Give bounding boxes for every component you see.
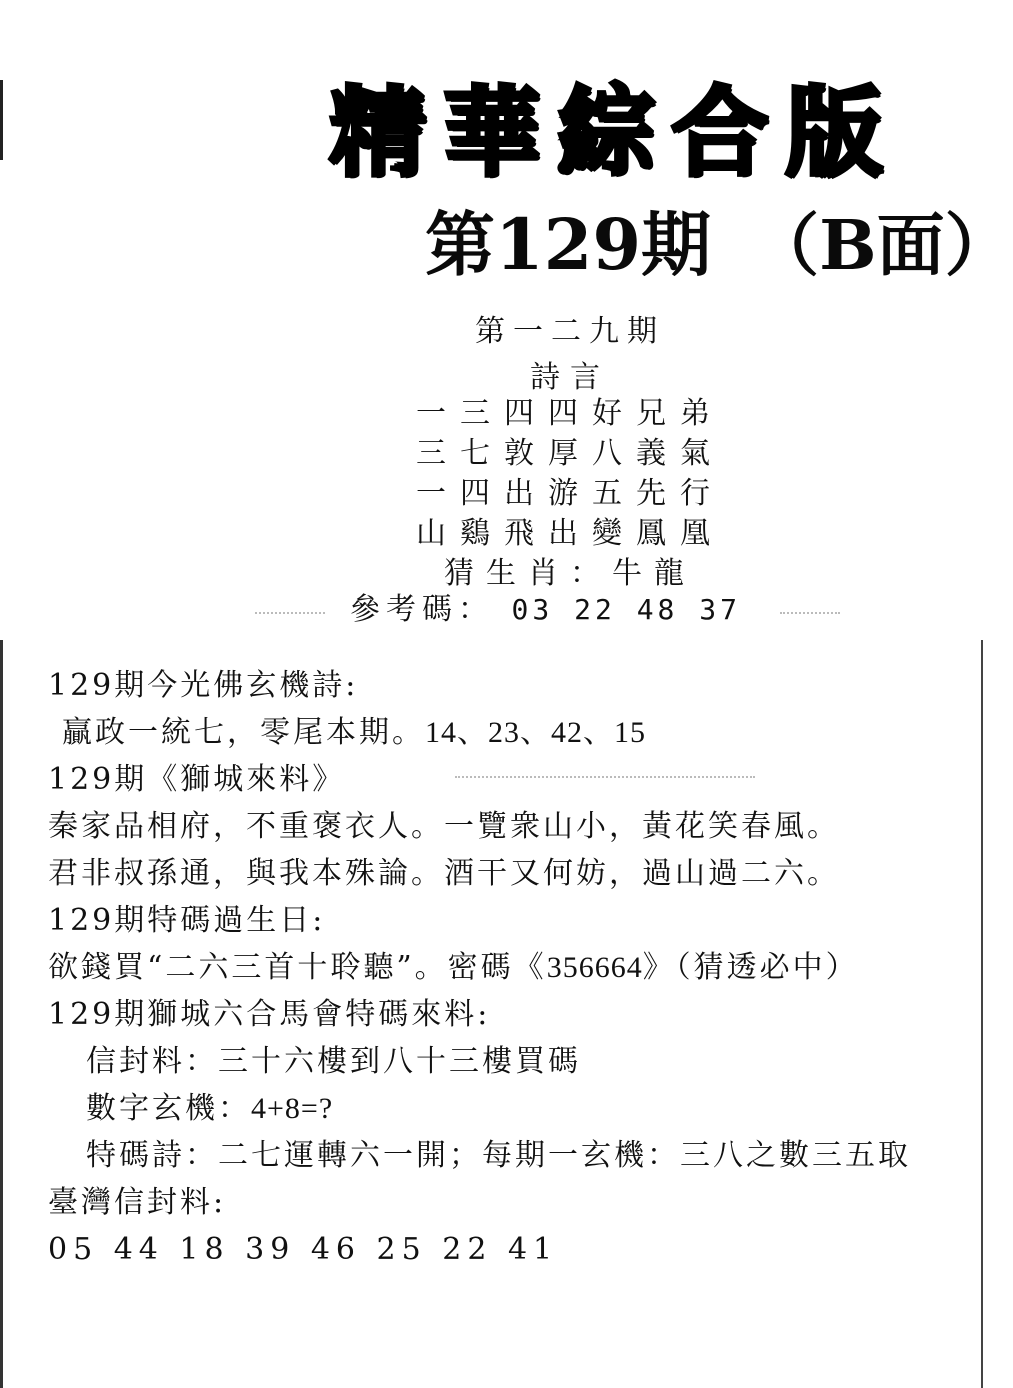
content-line-6: 129期特碼過生日: xyxy=(48,903,326,938)
content-line-3: 129期《獅城來料》 xyxy=(48,762,346,797)
content-line-10-label: 數字玄機： xyxy=(86,1091,251,1126)
reference-numbers: 03 22 48 37 xyxy=(511,593,741,626)
poem-line-1: 一三四四好兄弟 xyxy=(416,396,724,431)
content-body xyxy=(48,662,968,1273)
reference-code xyxy=(350,590,741,630)
content-line-5: 君非叔孫通，與我本殊論。酒干又何妨，過山過二六。 xyxy=(48,856,840,891)
content-line-2 xyxy=(48,709,968,756)
poem-line-3: 一四出游五先行 xyxy=(416,476,724,511)
content-line-10-value: 4+8=? xyxy=(251,1092,334,1125)
scan-noise-right xyxy=(780,612,840,614)
poem-block xyxy=(400,310,740,594)
issue-title xyxy=(425,200,1013,291)
content-line-12: 臺灣信封料: xyxy=(48,1185,227,1220)
content-line-7-a: 欲錢買“二六三首十聆聽”。密碼《 xyxy=(48,950,547,985)
poem-line-4: 山鷄飛出變鳳凰 xyxy=(416,516,724,551)
content-line-2-numbers: 14、23、42、15 xyxy=(425,716,646,749)
content-line-8: 129期獅城六合馬會特碼來料: xyxy=(48,997,491,1032)
content-line-10 xyxy=(48,1085,968,1132)
masthead-title: 精華綜合版 xyxy=(330,77,900,189)
content-line-7 xyxy=(48,944,968,991)
scan-edge-left-bottom xyxy=(0,640,3,1388)
issue-number: 第129期 xyxy=(425,203,712,286)
scan-edge-left-top xyxy=(0,80,3,160)
reference-label: 參考碼： xyxy=(350,592,494,627)
issue-side: （B面） xyxy=(751,206,1013,286)
zodiac-label: 猜生肖： xyxy=(444,556,612,591)
content-line-1: 129期今光佛玄機詩: xyxy=(48,668,359,703)
poem-period: 第一二九期 xyxy=(475,314,665,349)
content-line-7-code: 356664 xyxy=(546,951,643,984)
scan-noise-left xyxy=(255,612,325,614)
poem-zodiac xyxy=(400,554,740,594)
content-line-4: 秦家品相府，不重褒衣人。一覽衆山小，黃花笑春風。 xyxy=(48,809,840,844)
zodiac-value: 牛龍 xyxy=(612,556,696,591)
poem-line-2: 三七敦厚八義氣 xyxy=(416,436,724,471)
content-line-7-b: 》（猜透必中） xyxy=(642,950,859,985)
content-line-2-text: 贏政一統七，零尾本期。 xyxy=(62,715,425,750)
poem-heading: 詩言 xyxy=(530,360,610,395)
content-line-11: 特碼詩：二七運轉六一開；每期一玄機：三八之數三五取 xyxy=(86,1138,911,1173)
content-line-13: 05 44 18 39 46 25 22 41 xyxy=(48,1232,559,1267)
scan-edge-right xyxy=(981,640,983,1388)
content-line-9: 信封料：三十六樓到八十三樓買碼 xyxy=(86,1044,581,1079)
